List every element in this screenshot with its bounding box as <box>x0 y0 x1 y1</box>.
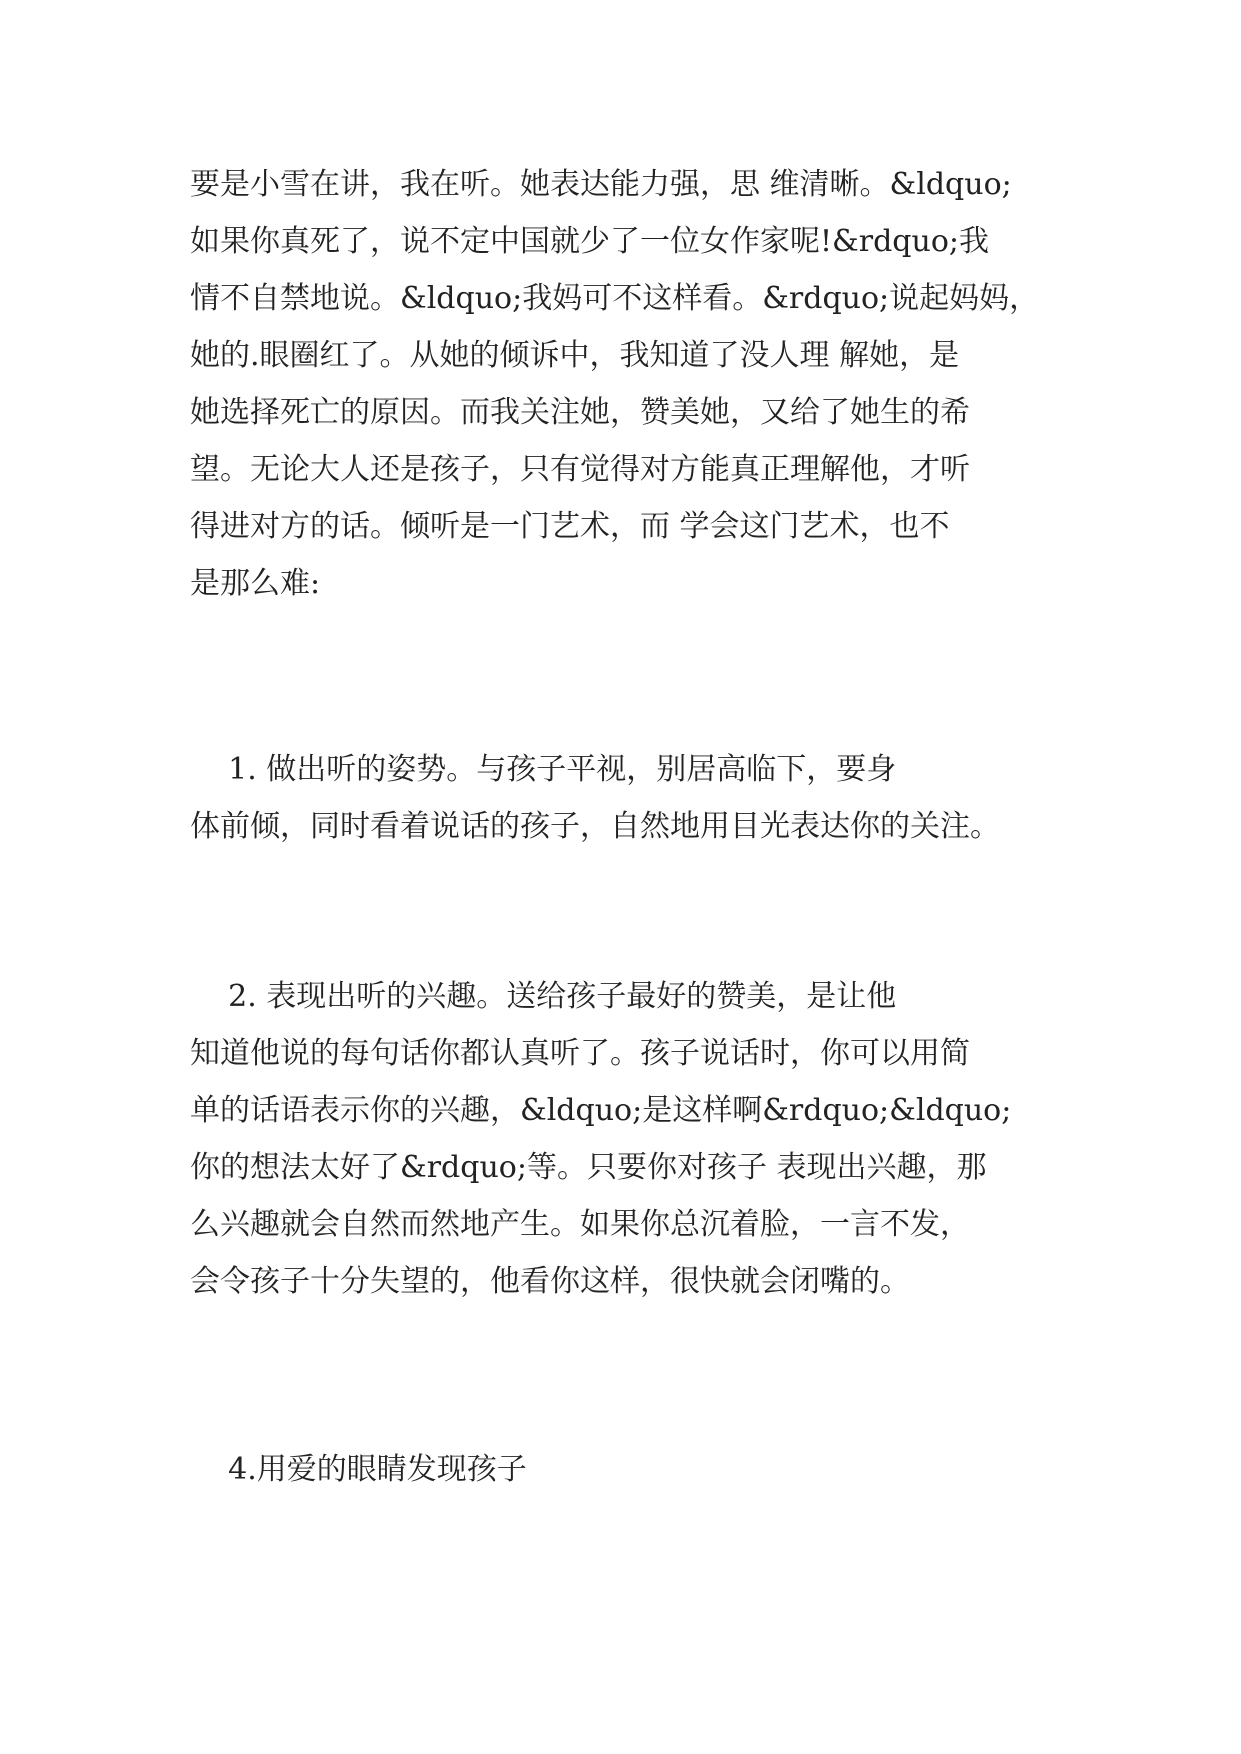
text-line: 要是小雪在讲，我在听。她表达能力强，思 维清晰。&ldquo; <box>190 167 1012 202</box>
text-line: 会令孩子十分失望的，他看你这样，很快就会闭嘴的。 <box>190 1264 910 1299</box>
section-heading-4 <box>190 1441 1060 1498</box>
paragraph-tip-1-posture <box>190 741 1060 855</box>
text-line: 2. 表现出听的兴趣。送给孩子最好的赞美，是让他 <box>190 979 897 1014</box>
text-line: 单的话语表示你的兴趣，&ldquo;是这样啊&rdquo;&ldquo; <box>190 1093 1012 1128</box>
text-line: 4.用爱的眼睛发现孩子 <box>190 1452 527 1487</box>
paragraph-tip-2-interest <box>190 968 1060 1310</box>
text-line: 望。无论大人还是孩子，只有觉得对方能真正理解他，才听 <box>190 452 970 487</box>
text-line: 她的.眼圈红了。从她的倾诉中，我知道了没人理 解她，是 <box>190 338 960 373</box>
text-line: 她选择死亡的原因。而我关注她，赞美她，又给了她生的希 <box>190 395 970 430</box>
text-line: 情不自禁地说。&ldquo;我妈可不这样看。&rdquo;说起妈妈， <box>190 281 1040 316</box>
text-line: 1. 做出听的姿势。与孩子平视，别居高临下，要身 <box>190 752 897 787</box>
text-line: 是那么难: <box>190 566 321 601</box>
paragraph-listening-story <box>190 156 1060 612</box>
text-line: 如果你真死了，说不定中国就少了一位女作家呢!&rdquo;我 <box>190 224 989 259</box>
text-line: 体前倾，同时看着说话的孩子，自然地用目光表达你的关注。 <box>190 809 1000 844</box>
text-line: 你的想法太好了&rdquo;等。只要你对孩子 表现出兴趣，那 <box>190 1150 987 1185</box>
text-line: 得进对方的话。倾听是一门艺术，而 学会这门艺术，也不 <box>190 509 950 544</box>
text-line: 么兴趣就会自然而然地产生。如果你总沉着脸，一言不发， <box>190 1207 970 1242</box>
text-line: 知道他说的每句话你都认真听了。孩子说话时，你可以用简 <box>190 1036 970 1071</box>
